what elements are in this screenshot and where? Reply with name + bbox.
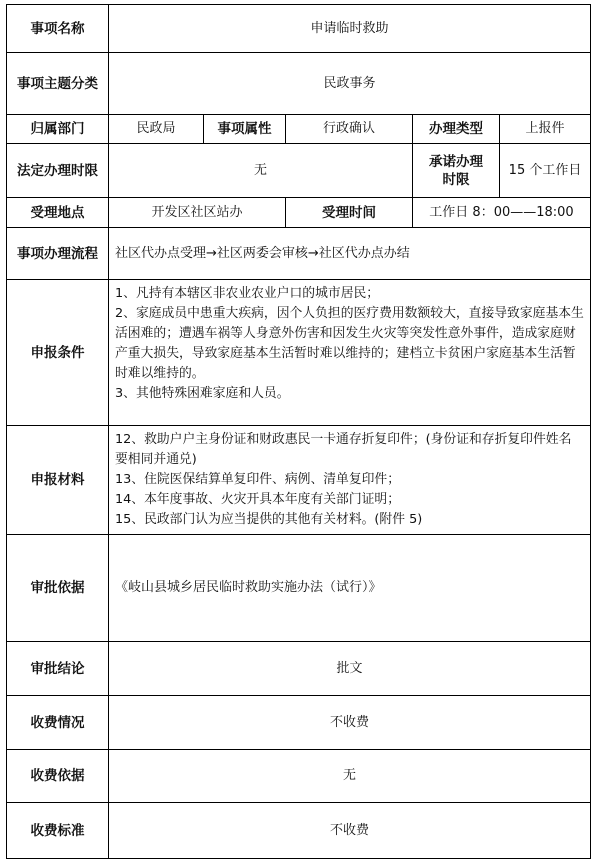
row-conditions [7, 280, 591, 426]
row-time-limit [7, 144, 591, 198]
row-fee-standard [7, 803, 591, 859]
department-value: 民政局 [109, 115, 204, 144]
conditions-content [109, 280, 591, 426]
acceptance-time-label: 受理时间 [286, 198, 413, 228]
row-item-name [7, 5, 591, 53]
conditions-label: 申报条件 [7, 280, 109, 426]
row-materials [7, 426, 591, 535]
row-fee [7, 696, 591, 750]
service-item-table [6, 4, 591, 859]
row-process [7, 228, 591, 280]
process-label: 事项办理流程 [7, 228, 109, 280]
legal-time-limit-value: 无 [109, 144, 413, 198]
attribute-label: 事项属性 [204, 115, 286, 144]
row-result [7, 642, 591, 696]
row-basis [7, 535, 591, 642]
department-label: 归属部门 [7, 115, 109, 144]
acceptance-place-label: 受理地点 [7, 198, 109, 228]
fee-basis-label: 收费依据 [7, 750, 109, 803]
approval-basis-value: 《岐山县城乡居民临时救助实施办法（试行）》 [109, 535, 591, 642]
acceptance-time-value: 工作日 8：00——18:00 [413, 198, 591, 228]
approval-result-value: 批文 [109, 642, 591, 696]
condition-item: 2、家庭成员中患重大疾病，因个人负担的医疗费用数额较大，直接导致家庭基本生活困难的；遭遇车祸等人身意外伤害和因发生火灾等突发性意外事件，造成家庭财产重大损失，导致家庭基本生活暂时难以维持的；建档立卡贫困户家庭基本生活暂时难以维持的。 [115, 306, 584, 381]
fee-label: 收费情况 [7, 696, 109, 750]
approval-basis-label: 审批依据 [7, 535, 109, 642]
handling-type-label: 办理类型 [413, 115, 500, 144]
condition-item: 1、凡持有本辖区非农业农业户口的城市居民； [115, 286, 380, 301]
approval-result-label: 审批结论 [7, 642, 109, 696]
item-name-label: 事项名称 [7, 5, 109, 53]
material-item: 15、民政部门认为应当提供的其他有关材料。(附件 5) [115, 512, 423, 527]
row-fee-basis [7, 750, 591, 803]
fee-standard-value: 不收费 [109, 803, 591, 859]
fee-standard-label: 收费标准 [7, 803, 109, 859]
materials-label: 申报材料 [7, 426, 109, 535]
promise-time-limit-value: 15 个工作日 [500, 144, 591, 198]
materials-content [109, 426, 591, 535]
promise-time-limit-label: 承诺办理时限 [413, 144, 500, 198]
material-item: 14、本年度事故、火灾开具本年度有关部门证明； [115, 492, 401, 507]
handling-type-value: 上报件 [500, 115, 591, 144]
row-category [7, 53, 591, 115]
material-item: 12、救助户户主身份证和财政惠民一卡通存折复印件；(身份证和存折复印件姓名要相同并通兑) [115, 432, 572, 467]
row-location [7, 198, 591, 228]
material-item: 13、住院医保结算单复印件、病例、清单复印件； [115, 472, 401, 487]
category-label: 事项主题分类 [7, 53, 109, 115]
fee-value: 不收费 [109, 696, 591, 750]
condition-item: 3、其他特殊困难家庭和人员。 [115, 386, 290, 401]
process-value: 社区代办点受理→社区两委会审核→社区代办点办结 [109, 228, 591, 280]
fee-basis-value: 无 [109, 750, 591, 803]
item-name-value: 申请临时救助 [109, 5, 591, 53]
row-department [7, 115, 591, 144]
acceptance-place-value: 开发区社区站办 [109, 198, 286, 228]
attribute-value: 行政确认 [286, 115, 413, 144]
category-value: 民政事务 [109, 53, 591, 115]
legal-time-limit-label: 法定办理时限 [7, 144, 109, 198]
